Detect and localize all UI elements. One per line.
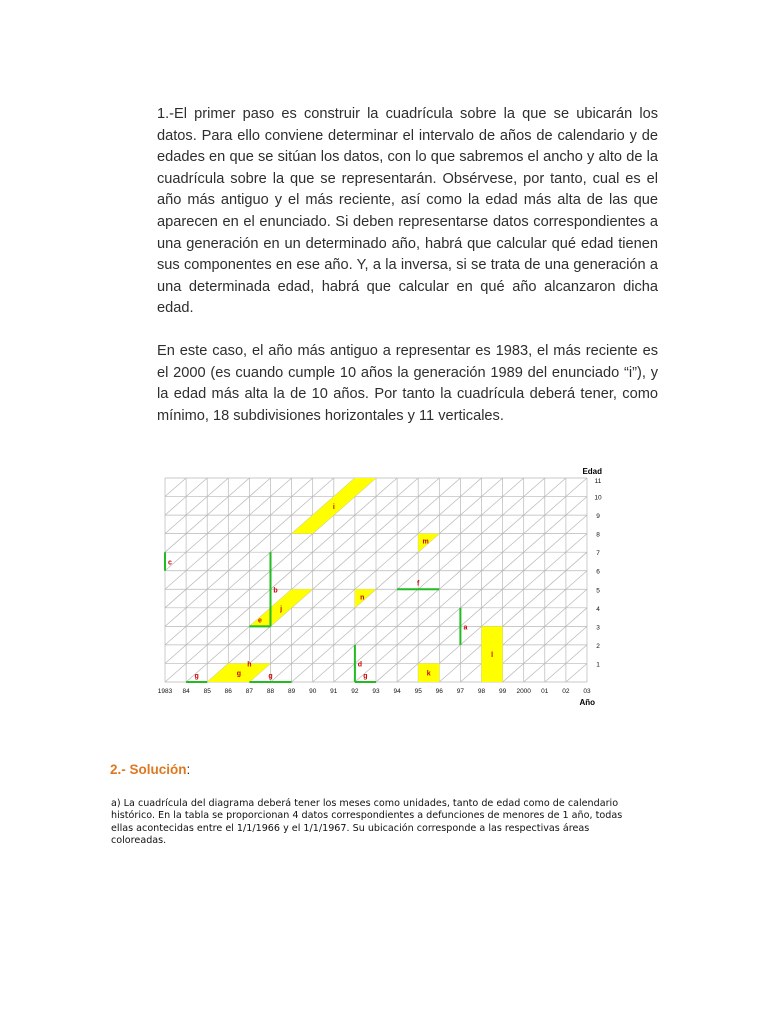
x-tick-label: 90 [309, 688, 317, 695]
solution-heading [110, 762, 190, 777]
grid-diagonal [313, 478, 545, 682]
segment-label-a: a [463, 624, 468, 632]
x-tick-label: 88 [266, 688, 275, 695]
x-tick-label: 94 [393, 688, 401, 695]
x-tick-label: 87 [245, 688, 254, 695]
grid [165, 478, 587, 682]
y-tick-label: 9 [596, 513, 600, 521]
x-tick-label: 84 [182, 688, 190, 695]
area-label-m: m [422, 538, 429, 546]
x-axis-label: Año [579, 698, 595, 707]
solution-heading-text: 2.- Solución [110, 762, 187, 777]
segment-label-e: e [257, 617, 262, 625]
segment-label-b: b [273, 587, 278, 595]
x-tick-label: 92 [351, 688, 359, 695]
segment-label-g: g [268, 673, 273, 680]
y-tick-label: 11 [594, 478, 602, 485]
x-tick-label: 96 [435, 688, 443, 695]
x-tick-label: 01 [541, 688, 549, 695]
x-tick-label: 95 [414, 688, 422, 695]
x-tick-label: 86 [224, 688, 232, 695]
grid-diagonal [524, 626, 587, 682]
y-tick-label: 7 [596, 550, 600, 558]
x-tick-label: 02 [562, 688, 570, 695]
grid-diagonal [165, 478, 397, 682]
intro-paragraph: 1.-El primer paso es construir la cuadrícula sobre la que se ubicarán los datos. Para ello conviene determinar el intervalo de años de calendario y de edades en que se sitúan los datos, con lo que sabremos el ancho y alto de la cuadrícula sobre la que se representarán. Obsérvese, por tanto, cual es el año más antiguo y el más reciente, así como la edad más alta de las que aparecen en el enunciado. Si deben representarse datos correspondientes a una generación en un determinado año, habrá que calcular qué edad tienen sus componentes en ese año. Y, a la inversa, si se trata de una generación a una determinada edad, habrá que calcular en qué año alcanzaron dicha edad. [157, 106, 658, 317]
area-label-l: l [491, 652, 494, 660]
x-tick-label: 98 [477, 688, 486, 695]
area-label-i: i [332, 503, 335, 511]
area-label-k: k [426, 670, 431, 678]
segment-label-c: c [168, 559, 172, 567]
y-tick-label: 5 [596, 587, 600, 595]
area-label-j: j [280, 605, 283, 613]
y-axis-label: Edad [582, 467, 602, 476]
area-label-n: n [360, 594, 365, 602]
case-paragraph: En este caso, el año más antiguo a representar es 1983, el más reciente es el 2000 (es cuando cumple 10 años la generación 1989 del enunciado “i”), y la edad más alta la de 10 años. Por tanto la cuadrícula deberá tener, como mínimo, 18 subdivisiones horizontales y 11 verticales. [157, 343, 658, 424]
grid-diagonal [186, 478, 418, 682]
segment-label-d: d [357, 661, 363, 669]
segment-label-g: g [194, 673, 199, 680]
segment-label-f: f [417, 580, 420, 588]
area-label-g: g [236, 670, 241, 678]
x-tick-label: 93 [372, 688, 380, 695]
grid-diagonal [355, 478, 587, 682]
y-tick-label: 2 [596, 642, 600, 650]
grid-diagonal [249, 478, 481, 682]
grid-diagonal [566, 663, 587, 682]
y-tick-label: 6 [596, 568, 600, 576]
y-tick-label: 8 [596, 531, 600, 539]
y-tick-labels [594, 478, 602, 668]
grid-diagonal [439, 552, 587, 682]
x-tick-label: 91 [330, 688, 338, 695]
grid-diagonal [228, 478, 460, 682]
x-tick-labels [158, 688, 591, 695]
y-tick-label: 4 [596, 605, 600, 613]
solution-text: a) La cuadrícula del diagrama deberá tener los meses como unidades, tanto de edad como de calendario histórico. En la tabla se proporcionan 4 datos correspondientes a defunciones de menores de 1 año, todas ellas acontecidas entre el 1/1/1966 y el 1/1/1967. Su ubicación corresponde a las respectivas áreas coloreadas. [111, 798, 623, 847]
x-tick-label: 03 [583, 688, 591, 695]
segment-label-g: g [363, 673, 368, 680]
lexis-diagram [155, 464, 605, 710]
x-tick-label: 1983 [157, 688, 173, 695]
grid-diagonal [165, 478, 186, 497]
solution-heading-colon: : [186, 762, 191, 777]
x-tick-label: 99 [498, 688, 507, 695]
x-tick-label: 85 [203, 688, 211, 695]
x-tick-label: 97 [456, 688, 465, 695]
grid-diagonal [165, 478, 228, 534]
y-tick-label: 3 [596, 624, 600, 632]
y-tick-label: 10 [594, 494, 602, 502]
grid-diagonal [165, 478, 271, 571]
grid-diagonal [271, 478, 503, 682]
x-tick-label: 89 [287, 688, 296, 695]
area-label-h: h [247, 661, 252, 669]
x-tick-label: 2000 [516, 688, 531, 695]
grid-diagonal [165, 478, 313, 608]
y-tick-label: 1 [596, 661, 600, 669]
grid-diagonal [334, 478, 566, 682]
